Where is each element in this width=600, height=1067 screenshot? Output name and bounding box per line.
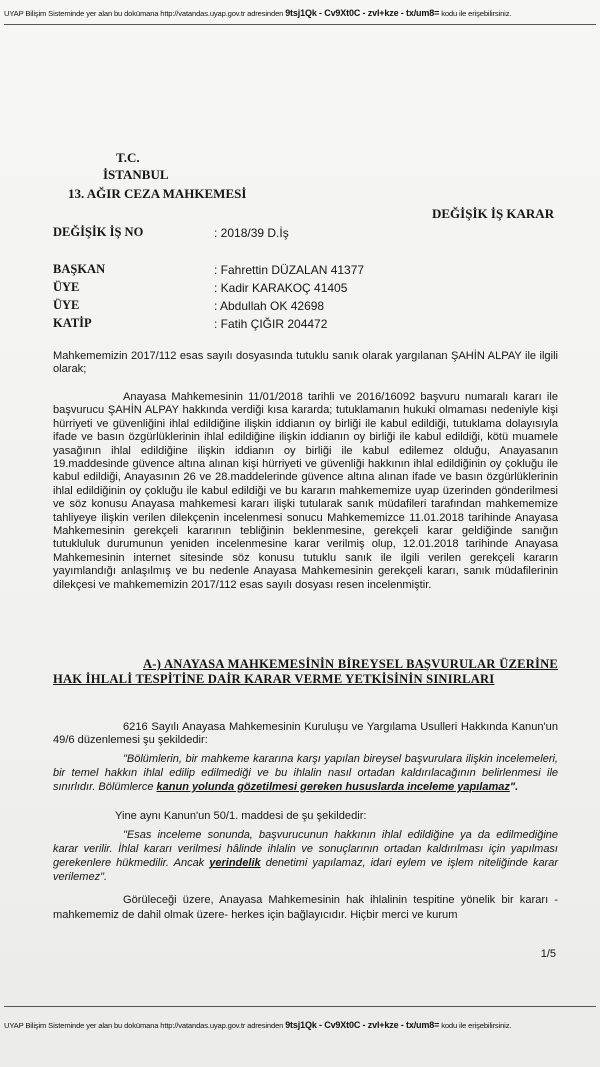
quote-article-50 <box>53 828 558 884</box>
intro-paragraph: Mahkememizin 2017/112 esas sayılı dosyasında tutuklu sanık olarak yargılanan ŞAHİN ALPAY ile ilgili olarak; <box>53 350 558 376</box>
uyap-access-code: 9tsj1Qk - Cv9Xt0C - zvl+kze - tx/um8= <box>285 8 440 18</box>
member-name: : Kadir KARAKOÇ 41405 <box>214 281 348 295</box>
decision-type: DEĞİŞİK İŞ KARAR <box>432 206 555 221</box>
top-divider <box>4 24 596 25</box>
file-number-value: : 2018/39 D.İş <box>214 226 289 240</box>
section-heading: A-) ANAYASA MAHKEMESİNİN BİREYSEL BAŞVURULAR ÜZERİNE HAK İHLALİ TESPİTİNE DAİR KARAR VERME YETKİSİNİN SINIRLARI <box>53 657 558 686</box>
member-role: ÜYE <box>53 280 80 294</box>
member-name: : Fatih ÇIĞIR 204472 <box>214 317 328 331</box>
member-role: BAŞKAN <box>53 262 106 276</box>
uyap-notice-suffix: kodu ile erişebilirsiniz. <box>441 9 512 18</box>
article-50-intro: Yine aynı Kanun'un 50/1. maddesi de şu şekildedir: <box>115 810 367 822</box>
uyap-notice-suffix: kodu ile erişebilirsiniz. <box>441 1021 512 1030</box>
file-number-label: DEĞİŞİK İŞ NO <box>53 225 144 239</box>
uyap-notice-text: UYAP Bilişim Sisteminde yer alan bu dokümana http://vatandas.uyap.gov.tr adresinden <box>4 1021 284 1030</box>
uyap-notice-bottom <box>4 1020 596 1030</box>
header-city: İSTANBUL <box>103 167 169 182</box>
uyap-notice-text: UYAP Bilişim Sisteminde yer alan bu dokümana http://vatandas.uyap.gov.tr adresinden <box>4 9 284 18</box>
quote-emphasis: yerindelik <box>209 857 261 869</box>
closing-paragraph: Görüleceği üzere, Anayasa Mahkemesinin hak ihlalinin tespitine yönelik bir kararı -mahkememiz de dahil olmak üzere- herkes için bağlayıcıdır. Hiçbir merci ve kurum <box>53 894 558 921</box>
member-role: ÜYE <box>53 298 80 312</box>
header-tc: T.C. <box>116 150 140 165</box>
member-name: : Fahrettin DÜZALAN 41377 <box>214 263 365 277</box>
quote-text: "Bölümlerin, bir mahkeme kararına karşı yapılan bireysel başvurulara ilişkin incelemeleri, bir temel hakkın ihlal edilip edilmediği ve bu ihlalin nasıl ortadan kaldırılacağının belirlenmesi ile sınırlıdır. Bölümlerce <box>53 753 558 793</box>
uyap-access-code: 9tsj1Qk - Cv9Xt0C - zvl+kze - tx/um8= <box>285 1020 440 1030</box>
law-reference-paragraph: 6216 Sayılı Anayasa Mahkemesinin Kuruluşu ve Yargılama Usulleri Hakkında Kanun'un 49/6 düzenlemesi şu şekildedir: <box>53 721 558 747</box>
uyap-notice-top <box>4 8 596 18</box>
quote-text: "Esas inceleme sonunda, başvurucunun hakkının ihlal edildiğine ya da edilmediğine karar verilir. İhlal kararı verilmesi hâlinde ihlalin ve sonuçlarının ortadan kaldırılması için yapılması gerekenlere hükmedilir. Ancak <box>53 829 558 869</box>
member-role: KATİP <box>53 316 92 330</box>
bottom-divider <box>4 1006 596 1007</box>
quote-end: ". <box>509 781 519 793</box>
quote-emphasis: kanun yolunda gözetilmesi gereken hususlarda inceleme yapılamaz <box>156 781 510 793</box>
page-number: 1/5 <box>540 948 556 960</box>
quote-article-49 <box>53 752 558 794</box>
header-court: 13. AĞIR CEZA MAHKEMESİ <box>68 186 247 201</box>
quote-text: denetimi yapılamaz, idari eylem ve işlem niteliğinde karar verilemez". <box>53 857 559 883</box>
member-name: : Abdullah OK 42698 <box>214 299 325 313</box>
main-paragraph: Anayasa Mahkemesinin 11/01/2018 tarihli ve 2016/16092 başvuru numaralı kararı ile başvurucu ŞAHİN ALPAY hakkında verdiği kısa kararda; tutuklamanın hukuki olmaması nedeniyle kişi hürriyeti ve güvenliğini ihlal edildiğine ilişkin iddianın oy birliği ile kabul edildiği, tutuklama dolayısıyla ifade ve basın özgürlüklerinin ihlal edildiğine ilişkin iddianın oy birliği ile kabul edildiği, kötü muamele yasağının ihlal edildiğine ilişkin iddianın oy birliği ile kabul edilemez olduğu, Anayasanın 19.maddesinde güvence altına alınan kişi hürriyeti ve güvenliği hakkının ihlal edildiğinin oy çokluğu ile kabul edildiği, Anayasının 26 ve 28.maddelerinde güvence altına alınan ifade ve basın özgürlüklerinin ihlal edildiğinin oy çokluğu ile kabul edildiği ve bu kararın mahkememize uyap üzerinden gönderilmesi ve söz konusu Anayasa mahkemesi kararı ilişki tutularak sanık müdafileri tarafından mahkememize tahliyeye ilişkin verilen dilekçenin incelenmesi sonucu Mahkememizce 11.01.2018 tarihinde Anayasa Mahkemesinin gerekçeli kararının tebliğinin beklenmesine, gerekçeli karar geldiğinde sanığın tutukluluk durumunun yeniden incelenmesine karar verilmiş olup, 12.01.2018 tarihinde Anayasa Mahkemesinin internet sitesinde söz konusu tutuklu sanık ile ilgili verilen gerekçeli kararın yayımlandığı anlaşılmış ve bu nedenle Anayasa Mahkemesinin gerekçeli kararı, sanık müdafilerinin dilekçesi ve mahkememizin 2017/112 esas sayılı dosyası resen incelenmiştir. <box>53 391 558 591</box>
